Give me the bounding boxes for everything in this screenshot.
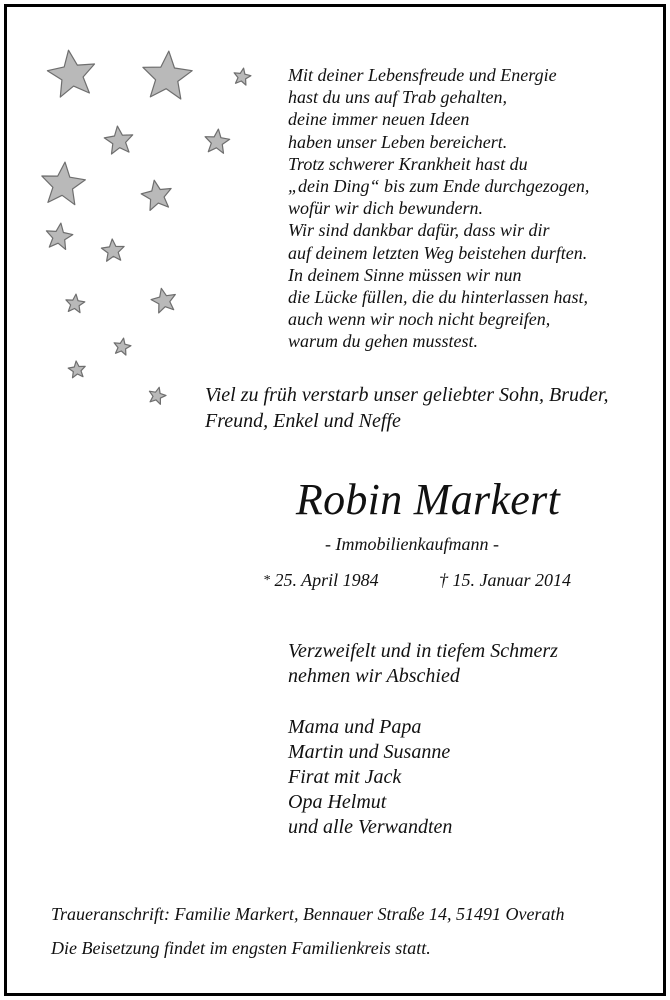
- deceased-profession: - Immobilienkaufmann -: [325, 534, 499, 554]
- deceased-name: Robin Markert: [295, 475, 561, 524]
- death-date-line: [439, 568, 571, 592]
- pencil-star-icon: [114, 338, 131, 355]
- pencil-star-icon: [66, 294, 85, 313]
- poem-line: auch wenn wir noch nicht begreifen,: [288, 309, 551, 330]
- family-member: Mama und Papa: [288, 716, 422, 738]
- star-decoration: [7, 7, 287, 427]
- family-member: und alle Verwandten: [288, 816, 453, 838]
- intro-line: Viel zu früh verstarb unser geliebter Sohn, Bruder,: [205, 384, 609, 406]
- family-list: [288, 715, 452, 840]
- pencil-star-icon: [149, 387, 166, 404]
- poem-line: deine immer neuen Ideen: [288, 109, 470, 130]
- pencil-star-icon: [205, 129, 230, 153]
- poem: [288, 64, 658, 353]
- cross-symbol: †: [439, 570, 448, 590]
- poem-line: die Lücke füllen, die du hinterlassen hast,: [288, 287, 588, 308]
- poem-line: In deinem Sinne müssen wir nun: [288, 264, 522, 285]
- pencil-star-icon: [68, 361, 85, 378]
- poem-line: warum du gehen musstest.: [288, 331, 478, 352]
- pencil-star-icon: [104, 126, 132, 154]
- burial-note: Die Beisetzung findet im engsten Familienkreis statt.: [51, 938, 431, 958]
- pencil-star-icon: [101, 239, 124, 261]
- poem-line: hast du uns auf Trab gehalten,: [288, 87, 508, 108]
- mourning-text: [288, 639, 558, 689]
- poem-line: Trotz schwerer Krankheit hast du: [288, 153, 528, 174]
- intro-line: Freund, Enkel und Neffe: [205, 410, 401, 432]
- announcement-intro: [205, 382, 608, 434]
- birth-date-line: [263, 568, 379, 593]
- mourning-line: nehmen wir Abschied: [288, 665, 460, 687]
- mourning-address: Traueranschrift: Familie Markert, Bennauer Straße 14, 51491 Overath: [51, 904, 565, 924]
- family-member: Firat mit Jack: [288, 766, 402, 788]
- poem-line: wofür wir dich bewundern.: [288, 198, 484, 219]
- birth-date: 25. April 1984: [274, 570, 379, 590]
- mourning-line: Verzweifelt und in tiefem Schmerz: [288, 640, 558, 662]
- poem-line: auf deinem letzten Weg beistehen durften.: [288, 242, 588, 263]
- poem-line: „dein Ding“ bis zum Ende durchgezogen,: [288, 176, 590, 197]
- pencil-star-icon: [42, 162, 86, 205]
- pencil-star-icon: [143, 51, 192, 99]
- poem-line: Mit deiner Lebensfreude und Energie: [288, 65, 557, 85]
- pencil-star-icon: [234, 68, 251, 85]
- pencil-star-icon: [151, 288, 175, 313]
- pencil-star-icon: [46, 223, 72, 249]
- family-member: Opa Helmut: [288, 791, 387, 813]
- poem-line: Wir sind dankbar dafür, dass wir dir: [288, 220, 550, 241]
- pencil-star-icon: [141, 180, 171, 210]
- poem-line: haben unser Leben bereichert.: [288, 131, 508, 152]
- family-member: Martin und Susanne: [288, 741, 451, 763]
- pencil-star-icon: [47, 50, 94, 97]
- obituary-card: [4, 4, 666, 996]
- birth-symbol: *: [263, 573, 270, 588]
- death-date: 15. Januar 2014: [452, 570, 571, 590]
